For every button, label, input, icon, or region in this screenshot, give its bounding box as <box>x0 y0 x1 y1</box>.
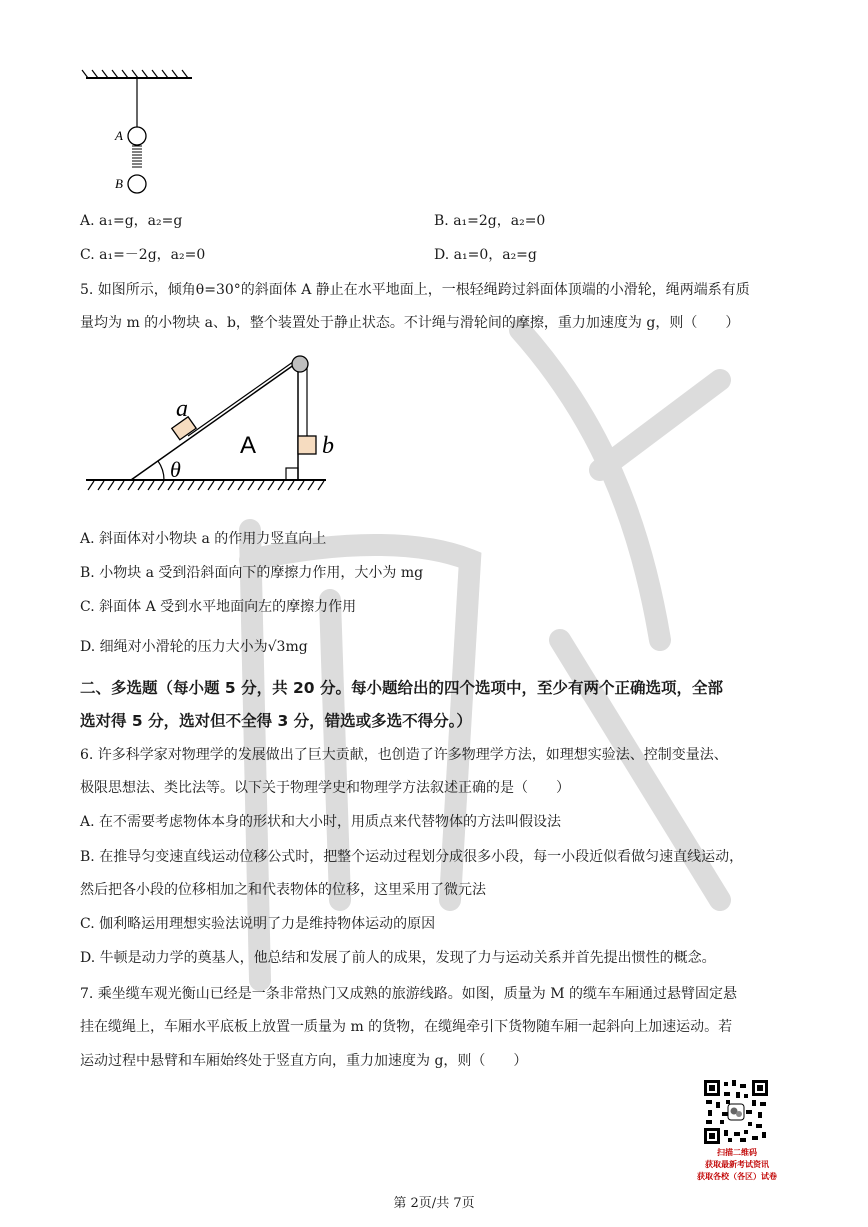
q7-stem-line1: 7. 乘坐缆车观光衡山已经是一条非常热门又成熟的旅游线路。如图，质量为 M 的缆车车厢通过悬臂固定悬 <box>80 986 738 1002</box>
ball-a-label: A <box>115 128 123 143</box>
q5-option-d: D. 细绳对小滑轮的压力大小为√3mg <box>80 639 308 655</box>
q5-option-c: C. 斜面体 A 受到水平地面向左的摩擦力作用 <box>80 599 357 615</box>
section-heading-line2: 选对得 5 分，选对但不全得 3 分，错选或多选不得分。） <box>80 712 472 730</box>
q7-stem-line2: 挂在缆绳上，车厢水平底板上放置一质量为 m 的货物，在缆绳牵引下货物随车厢一起斜向上加速运动。若 <box>80 1019 733 1035</box>
qr-caption-2: 获取最新考试资讯 <box>705 1160 769 1169</box>
q4-option-b: B. a₁=2g，a₂=0 <box>434 213 546 229</box>
q6-option-b-line2: 然后把各小段的位移相加之和代表物体的位移，这里采用了微元法 <box>80 882 486 898</box>
qr-caption-3: 获取各校（各区）试卷 <box>697 1172 777 1181</box>
qr-code-icon <box>704 1080 768 1144</box>
q6-stem-line2: 极限思想法、类比法等。以下关于物理学史和物理学方法叙述正确的是（ ） <box>80 780 570 796</box>
q6-stem-line1: 6. 许多科学家对物理学的发展做出了巨大贡献，也创造了许多物理学方法，如理想实验法、控制变量法、 <box>80 747 728 763</box>
q5-option-b: B. 小物块 a 受到沿斜面向下的摩擦力作用，大小为 mg <box>80 565 424 581</box>
q5-stem-line2: 量均为 m 的小物块 a、b，整个装置处于静止状态。不计绳与滑轮间的摩擦，重力加速度为 g，则（ ） <box>80 315 740 331</box>
q6-option-c: C. 伽利略运用理想实验法说明了力是维持物体运动的原因 <box>80 916 436 932</box>
q4-option-a: A. a₁=g，a₂=g <box>80 213 183 229</box>
incline-figure <box>86 350 346 500</box>
theta-label: θ <box>170 457 181 482</box>
ball-b-label: B <box>115 176 123 191</box>
section-heading-line1: 二、多选题（每小题 5 分，共 20 分。每小题给出的四个选项中，至少有两个正确选项，全部 <box>80 679 723 697</box>
spring-figure <box>80 68 200 198</box>
q4-option-d: D. a₁=0，a₂=g <box>434 247 537 263</box>
block-b-label: b <box>322 433 334 459</box>
incline-label: A <box>240 432 257 459</box>
q7-stem-line3: 运动过程中悬臂和车厢始终处于竖直方向，重力加速度为 g，则（ ） <box>80 1053 528 1069</box>
page-footer: 第 2页/共 7页 <box>393 1196 475 1211</box>
block-a-label: a <box>176 396 188 422</box>
q6-option-d: D. 牛顿是动力学的奠基人，他总结和发展了前人的成果，发现了力与运动关系并首先提出惯性的概念。 <box>80 950 716 966</box>
q4-option-c: C. a₁=－2g，a₂=0 <box>80 247 206 263</box>
q5-stem-line1: 5. 如图所示，倾角θ=30°的斜面体 A 静止在水平地面上，一根轻绳跨过斜面体顶端的小滑轮，绳两端系有质 <box>80 282 750 298</box>
qr-caption-1: 扫描二维码 <box>717 1148 757 1157</box>
q6-option-a: A. 在不需要考虑物体本身的形状和大小时，用质点来代替物体的方法叫假设法 <box>80 814 562 830</box>
q6-option-b-line1: B. 在推导匀变速直线运动位移公式时，把整个运动过程划分成很多小段，每一小段近似看做匀速直线运动， <box>80 849 744 865</box>
q5-option-a: A. 斜面体对小物块 a 的作用力竖直向上 <box>80 531 327 547</box>
